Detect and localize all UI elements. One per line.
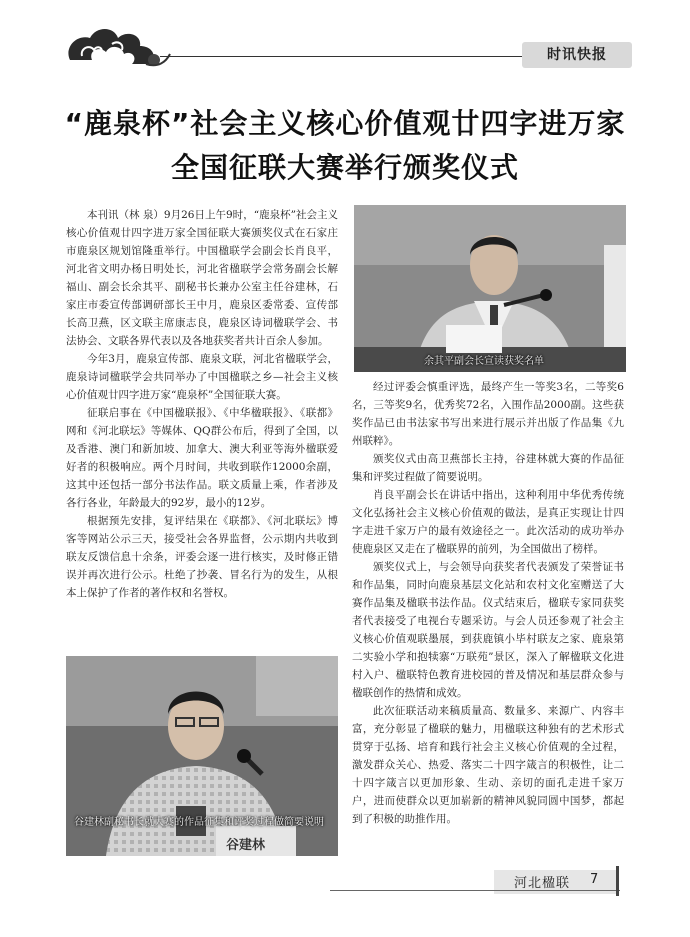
nameplate-text: 谷建林 xyxy=(226,838,266,853)
article-column-right xyxy=(352,378,624,828)
paragraph: 根据预先安排，复评结果在《联都》、《河北联坛》博客等网站公示三天，接受社会各界监督，公示期内共收到联友反馈信息十余条，评委会逐一进行核实，及时修正错误并再次进行公示。杜绝了抄袭、冒名行为的发生，从根本上保护了作者的著作权和名誉权。 xyxy=(66,515,338,599)
paragraph: 本刊讯（林 泉）9月26日上午9时，“鹿泉杯”社会主义核心价值观廿四字进万家全国征联大赛颁奖仪式在石家庄市鹿泉区规划馆隆重举行。中国楹联学会副会长肖良平，河北省文明办杨日明处长，河北省楹联学会常务副会长解福山、副会长余其平、副秘书长兼办公室主任谷建林，石家庄市委宣传部调研部长王中月，鹿泉区委常委、宣传部长高卫燕，区文联主席康志良，鹿泉区诗词楹联学会、书法协会、文联各界代表以及各地获奖者共计百余人参加。 xyxy=(66,209,338,347)
photo-caption-bottom: 谷建林副秘书长就大赛的作品征集和评奖过程做简要说明 xyxy=(74,817,324,828)
article-title-line1: “鹿泉杯”社会主义核心价值观廿四字进万家 xyxy=(64,107,626,140)
paragraph: 颁奖仪式由高卫燕部长主持，谷建林就大赛的作品征集和评奖过程做了简要说明。 xyxy=(352,453,624,483)
page-number: 7 xyxy=(590,872,599,887)
paragraph: 经过评委会慎重评选，最终产生一等奖3名，二等奖6名，三等奖9名，优秀奖72名，入围作品2000副。这些获奖作品已由书法家书写出来进行展示并出版了作品集《九州联粹》。 xyxy=(352,381,624,447)
footer-rule xyxy=(330,890,620,891)
photo-speaker-reading xyxy=(354,205,626,372)
paragraph: 征联启事在《中国楹联报》、《中华楹联报》、《联都》网和《河北联坛》等媒体、QQ群公布后，得到了全国，以及香港、澳门和新加坡、加拿大、澳大利亚等海外楹联爱好者的积极响应。两个月时间，共收到联作12000余副，这其中还包括一部分书法作品。联文质量上乘，作者涉及各行各业，年龄最大的92岁，最小的12岁。 xyxy=(66,407,338,509)
photo-speaker-reading-image xyxy=(354,205,626,372)
section-tab: 时讯快报 xyxy=(522,42,632,68)
photo-speaker-explaining xyxy=(66,656,338,856)
article-column-left xyxy=(66,206,338,602)
photo-caption-top: 余其平副会长宣读获奖名单 xyxy=(424,356,544,367)
footer-publication: 河北楹联 xyxy=(514,876,571,891)
paragraph: 今年3月，鹿泉宣传部、鹿泉文联，河北省楹联学会，鹿泉诗词楹联学会共同举办了中国楹联之乡—社会主义核心价值观廿四字进万家“鹿泉杯”全国征联大赛。 xyxy=(66,353,338,401)
footer-mark xyxy=(616,866,619,896)
swirl-cloud-ornament-icon xyxy=(62,20,172,76)
article-title-line2: 全国征联大赛举行颁奖仪式 xyxy=(170,151,519,184)
paragraph: 此次征联活动来稿质量高、数量多、来源广、内容丰富，充分彰显了楹联的魅力，用楹联这种独有的艺术形式贯穿于弘扬、培育和践行社会主义核心价值观的全过程，激发群众关心、热爱、落实二十四字箴言的积极性，让二十四字箴言以更加形象、生动、亲切的面孔走进千家万户，进而使群众以更加崭新的精神风貌同圆中国梦，都起到了积极的助推作用。 xyxy=(352,705,624,825)
paragraph: 肖良平副会长在讲话中指出，这种利用中华优秀传统文化弘扬社会主义核心价值观的做法，是真正实现让廿四字走进千家万户的最有效途径之一。此次活动的成功举办使鹿泉区又走在了楹联界的前列，为全国做出了榜样。 xyxy=(352,489,624,555)
page-header xyxy=(0,0,690,80)
header-rule xyxy=(160,56,522,57)
paragraph: 颁奖仪式上，与会领导向获奖者代表颁发了荣誉证书和作品集，同时向鹿泉基层文化站和农村文化室赠送了大赛作品集及楹联书法作品。仪式结束后，楹联专家同获奖者代表接受了电视台专题采访。与会人员还参观了社会主义核心价值观联墨展，到获鹿镇小毕村联友之家、鹿泉第二实验小学和抱犊寨“万联苑”景区，深入了解楹联文化进村入户、楹联特色教育进校园的普及情况和基层群众参与楹联创作的热情和成效。 xyxy=(352,561,624,699)
